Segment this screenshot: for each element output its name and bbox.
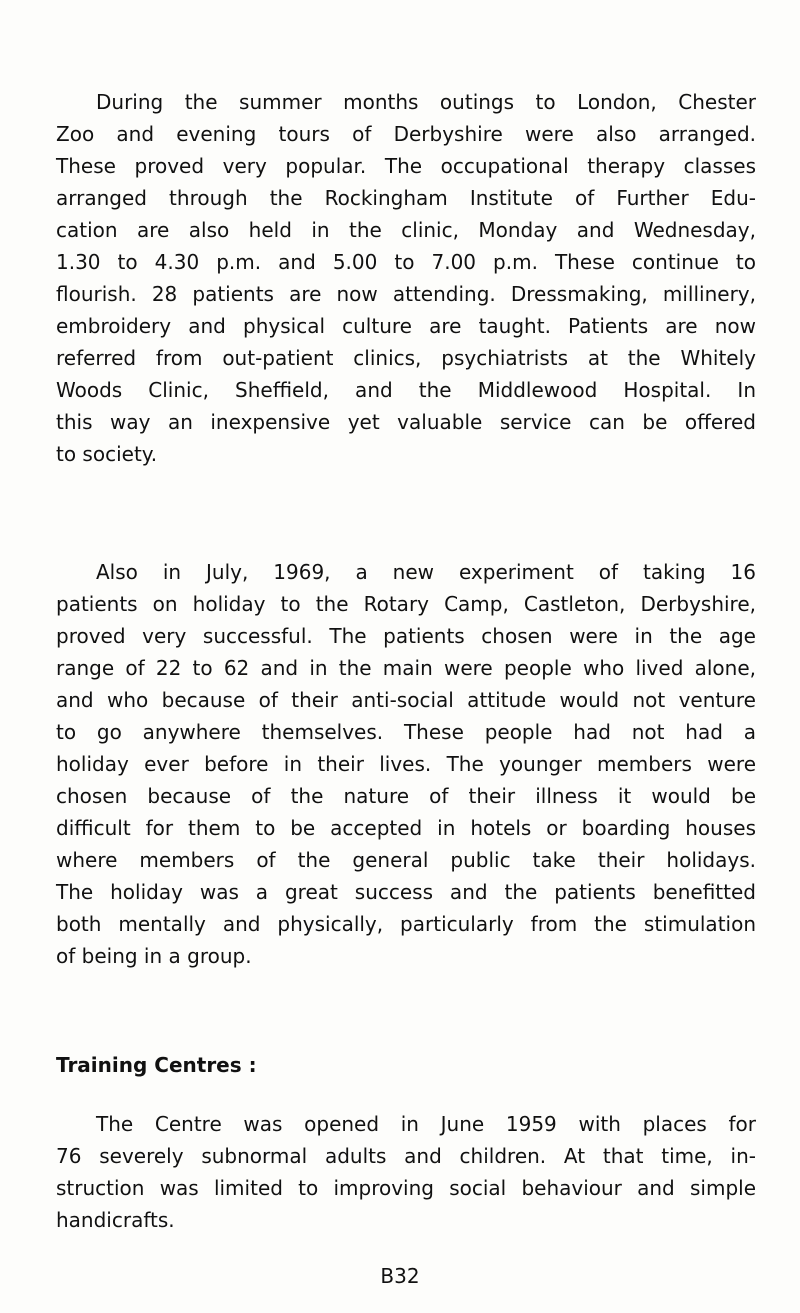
text-line: Woods Clinic, Sheffield, and the Middlewood Hospital. In (56, 378, 756, 402)
text-line: These proved very popular. The occupational therapy classes (56, 154, 756, 178)
text-line: During the summer months outings to London, Chester (96, 90, 756, 114)
text-line: this way an inexpensive yet valuable service can be offered (56, 410, 756, 434)
text-line: chosen because of the nature of their illness it would be (56, 784, 756, 808)
text-line: holiday ever before in their lives. The younger members were (56, 752, 756, 776)
text-line: struction was limited to improving social behaviour and simple (56, 1176, 756, 1200)
text-line: range of 22 to 62 and in the main were people who lived alone, (56, 656, 756, 680)
text-line: to society. (56, 442, 158, 466)
text-line: Also in July, 1969, a new experiment of taking 16 (96, 560, 756, 584)
text-line: where members of the general public take their holidays. (56, 848, 756, 872)
page-number: B32 (380, 1264, 420, 1288)
text-line: arranged through the Rockingham Institute of Further Edu- (56, 186, 756, 210)
text-line: referred from out-patient clinics, psychiatrists at the Whitely (56, 346, 756, 370)
text-line: The Centre was opened in June 1959 with places for (96, 1112, 756, 1136)
text-line: difficult for them to be accepted in hotels or boarding houses (56, 816, 756, 840)
text-line: of being in a group. (56, 944, 252, 968)
text-line: The holiday was a great success and the patients benefitted (56, 880, 756, 904)
text-line: cation are also held in the clinic, Monday and Wednesday, (56, 218, 756, 242)
text-line: Zoo and evening tours of Derbyshire were also arranged. (56, 122, 756, 146)
text-line: patients on holiday to the Rotary Camp, Castleton, Derbyshire, (56, 592, 756, 616)
text-line: handicrafts. (56, 1208, 175, 1232)
text-line: 1.30 to 4.30 p.m. and 5.00 to 7.00 p.m. These continue to (56, 250, 756, 274)
text-line: proved very successful. The patients chosen were in the age (56, 624, 756, 648)
section-heading: Training Centres : (56, 1053, 257, 1077)
text-line: and who because of their anti-social attitude would not venture (56, 688, 756, 712)
text-line: flourish. 28 patients are now attending. Dressmaking, millinery, (56, 282, 756, 306)
text-line: both mentally and physically, particularly from the stimulation (56, 912, 756, 936)
text-line: 76 severely subnormal adults and children. At that time, in- (56, 1144, 756, 1168)
text-line: to go anywhere themselves. These people had not had a (56, 720, 756, 744)
text-line: embroidery and physical culture are taught. Patients are now (56, 314, 756, 338)
